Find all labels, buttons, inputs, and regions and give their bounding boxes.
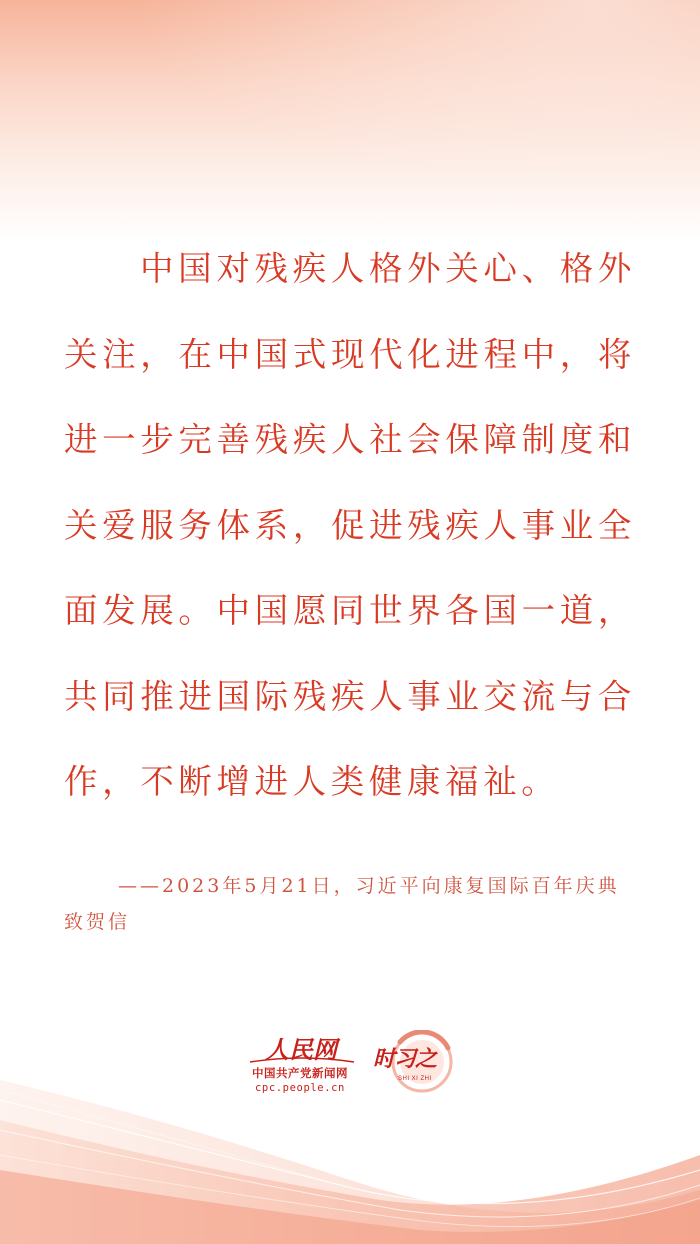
top-gradient-background (0, 0, 700, 240)
shixi-logo-text: 时习之 (373, 1047, 437, 1072)
quote-text: 中国对残疾人格外关心、格外关注，在中国式现代化进程中，将进一步完善残疾人社会保障制度和关爱服务体系，促进残疾人事业全面发展。中国愿同世界各国一道，共同推进国际残疾人事业交流与合作，不断增进人类健康福祉。 (64, 249, 636, 801)
people-daily-logo-text: 人民网 (265, 1035, 337, 1064)
bottom-wave-decoration (0, 1060, 700, 1244)
people-daily-subtitle: 中国共产党新闻网 (252, 1068, 348, 1080)
shixi-logo-pinyin: SHI XI ZHI (398, 1076, 432, 1082)
quote-source: ——2023年5月21日，习近平向康复国际百年庆典致贺信 (64, 875, 620, 933)
people-daily-url: cpc.people.cn (255, 1082, 345, 1094)
